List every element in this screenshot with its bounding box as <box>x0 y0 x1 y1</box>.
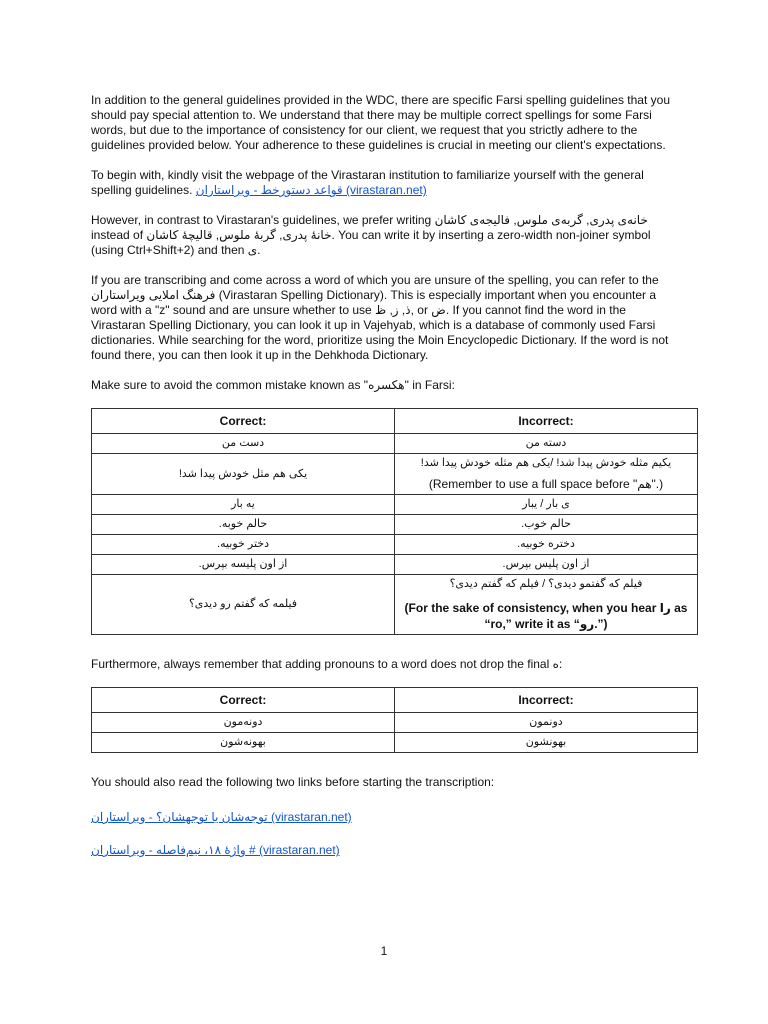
virastaran-link[interactable]: قواعد دستورخط - ویراستاران (virastaran.net) <box>195 183 427 197</box>
table-header-row <box>92 409 698 434</box>
intro-paragraph: In addition to the general guidelines provided in the WDC, there are specific Farsi spelling guidelines that you should pay special attention to. We understand that there may be multiple correct spellings for some Farsi words, but due to the importance of consistency for our client, we request that you strictly adhere to the guidelines provided below. Your adherence to these guidelines is crucial in meeting our client's expectations. <box>91 93 670 152</box>
correct-cell: دختر خوبیه. <box>92 535 395 555</box>
correct-cell: حالم خوبه. <box>92 515 395 535</box>
pronoun-paragraph: Furthermore, always remember that adding pronouns to a word does not drop the final ه: <box>91 657 563 671</box>
mistake-paragraph: Make sure to avoid the common mistake known as "هکسره" in Farsi: <box>91 378 455 392</box>
cell-note: (For the sake of consistency, when you hear را as “ro,” write it as “رو.”) <box>404 601 688 631</box>
header-incorrect: Incorrect: <box>395 688 698 713</box>
table-row <box>92 575 698 635</box>
table-row <box>92 733 698 753</box>
header-correct: Correct: <box>92 409 395 434</box>
link-tavajjoh[interactable]: توجه‌شان یا توجهشان؟ - ویراستاران (virastaran.net) <box>91 810 352 824</box>
table-row <box>92 535 698 555</box>
table-row <box>92 515 698 535</box>
correct-cell: یه بار <box>92 495 395 515</box>
table-row <box>92 434 698 454</box>
incorrect-cell: یکیم مثله خودش پیدا شد! /یکی هم مثله خودش پیدا شد! (Remember to use a full space before "هم".) <box>395 454 698 495</box>
table-row <box>92 495 698 515</box>
correct-cell: یکی هم مثل خودش پیدا شد! <box>92 454 395 495</box>
cell-note: (Remember to use a full space before "هم".) <box>428 477 664 491</box>
ekasre-table <box>91 408 698 635</box>
document-body <box>91 93 688 876</box>
table-row <box>92 555 698 575</box>
incorrect-cell: حالم خوب. <box>395 515 698 535</box>
page-number: 1 <box>380 944 388 958</box>
correct-cell: بهونه‌شون <box>92 733 395 753</box>
correct-cell: دست من <box>92 434 395 454</box>
incorrect-cell: بهونشون <box>395 733 698 753</box>
pronoun-table <box>91 687 698 753</box>
virastaran-paragraph: To begin with, kindly visit the webpage of the Virastaran institution to familiarize yourself with the general spelling guidelines. قواعد دستورخط - ویراستاران (virastaran.net) <box>91 168 644 197</box>
incorrect-cell: از اون پلیس بپرس. <box>395 555 698 575</box>
incorrect-cell: دختره خوبیه. <box>395 535 698 555</box>
header-incorrect: Incorrect: <box>395 409 698 434</box>
correct-cell: از اون پلیسه بپرس. <box>92 555 395 575</box>
correct-cell: فیلمه که گفتم رو دیدی؟ <box>92 575 395 635</box>
table-row <box>92 454 698 495</box>
incorrect-cell: دونمون <box>395 713 698 733</box>
incorrect-cell: دسته من <box>395 434 698 454</box>
links-intro-paragraph: You should also read the following two links before starting the transcription: <box>91 775 495 789</box>
preference-paragraph: However, in contrast to Virastaran's guidelines, we prefer writing خانه‌ی پدری, گربه‌ی ملوس, فالیجه‌ی کاشان instead of خانهٔ پدری, گربهٔ ملوس, قالیچهٔ کاشان. You can write it by inserting a zero-width non-joiner symbol (using Ctrl+Shift+2) and then ی. <box>91 213 651 257</box>
correct-cell: دونه‌مون <box>92 713 395 733</box>
incorrect-cell: ی بار / یبار <box>395 495 698 515</box>
header-correct: Correct: <box>92 688 395 713</box>
table-row <box>92 713 698 733</box>
incorrect-cell: فیلم که گفتمو دیدی؟ / فیلم که گفتم دیدی؟ (For the sake of consistency, when you hear را as “ro,” write it as “رو.”) <box>395 575 698 635</box>
link-nimfasele[interactable]: واژهٔ ۱۸، نیم‌فاصله - ویراستاران # (virastaran.net) <box>91 843 340 857</box>
dictionary-paragraph: If you are transcribing and come across a word of which you are unsure of the spelling, you can refer to the فرهنگ املایی ویراستاران (Virastaran Spelling Dictionary). This is especially important when you encounter a word with a "z" sound and are unsure whether to use ذ, ز, ظ, or ض. If you cannot find the word in the Virastaran Spelling Dictionary, you can look it up in Vajehyab, which is a database of commonly used Farsi dictionaries. While searching for the word, prioritize using the Moin Encyclopedic Dictionary. If the word is not found there, you can then look it up in the Dehkhoda Dictionary. <box>91 273 669 362</box>
table-header-row <box>92 688 698 713</box>
